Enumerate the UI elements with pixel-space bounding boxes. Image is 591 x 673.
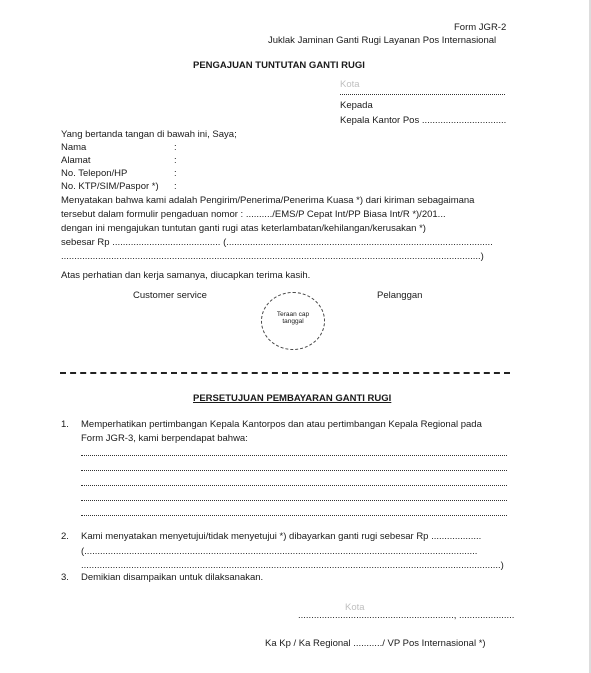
answer-line-4 [81, 500, 507, 501]
item-2-line-1: Kami menyatakan menyetujui/tidak menyetujui *) dibayarkan ganti rugi sebesar Rp ................... [81, 531, 482, 542]
date-stamp [261, 292, 325, 350]
item-3-number: 3. [61, 572, 69, 583]
page-title: PENGAJUAN TUNTUTAN GANTI RUGI [193, 60, 365, 71]
stamp-text-1: Teraan cap [276, 311, 310, 318]
statement-line-2: tersebut dalam formulir pengaduan nomor : ........../EMS/P Cepat Int/PP Biasa Int/R *)/201... [61, 209, 446, 220]
answer-line-1 [81, 455, 507, 456]
statement-line-5: ...............................................................................................................................................................) [61, 251, 484, 262]
statement-line-1: Menyatakan bahwa kami adalah Pengirim/Penerima/Penerima Kuasa *) dari kiriman sebagaimana [61, 195, 475, 206]
answer-line-5 [81, 515, 507, 516]
thanks-text: Atas perhatian dan kerja samanya, diucapkan terima kasih. [61, 270, 311, 281]
pelanggan-label: Pelanggan [377, 290, 423, 301]
signer-label: Ka Kp / Ka Regional .........../ VP Pos Internasional *) [265, 638, 486, 649]
section-divider [60, 372, 510, 374]
customer-service-label: Customer service [133, 290, 207, 301]
place-faint: Kota [345, 602, 365, 613]
form-code: Form JGR-2 [454, 22, 507, 33]
item-2-line-2: (..................................................................................................................................................... [81, 546, 478, 557]
colon-alamat: : [174, 155, 177, 166]
colon-nama: : [174, 142, 177, 153]
item-1-number: 1. [61, 419, 69, 430]
form-subtitle: Juklak Jaminan Ganti Rugi Layanan Pos Internasional [268, 35, 497, 46]
intro-text: Yang bertanda tangan di bawah ini, Saya; [61, 129, 237, 140]
field-alamat: Alamat [61, 155, 91, 166]
answer-line-3 [81, 485, 507, 486]
field-ktp: No. KTP/SIM/Paspor *) [61, 181, 159, 192]
answer-line-2 [81, 470, 507, 471]
city-date-line [340, 94, 505, 95]
item-2-number: 2. [61, 531, 69, 542]
place-date-line: ..........................................................., ..................... [298, 610, 515, 621]
field-telepon: No. Telepon/HP [61, 168, 128, 179]
item-1-line-2: Form JGR-3, kami berpendapat bahwa: [81, 433, 248, 444]
item-2-line-3: ...............................................................................................................................................................) [81, 560, 504, 571]
approval-title: PERSETUJUAN PEMBAYARAN GANTI RUGI [193, 393, 392, 404]
statement-line-4: sebesar Rp ......................................... (..................................................................................................... [61, 237, 493, 248]
field-nama: Nama [61, 142, 87, 153]
stamp-text-2: tanggal [282, 318, 304, 325]
colon-telepon: : [174, 168, 177, 179]
colon-ktp: : [174, 181, 177, 192]
kepada-label: Kepada [340, 100, 373, 111]
item-3-text: Demikian disampaikan untuk dilaksanakan. [81, 572, 264, 583]
statement-line-3: dengan ini mengajukan tuntutan ganti rugi atas keterlambatan/kehilangan/kerusakan *) [61, 223, 426, 234]
city-faint: Kota [340, 79, 360, 90]
item-1-line-1: Memperhatikan pertimbangan Kepala Kantorpos dan atau pertimbangan Kepala Regional pada [81, 419, 482, 430]
kepala-kantor-pos: Kepala Kantor Pos ................................ [340, 115, 507, 126]
